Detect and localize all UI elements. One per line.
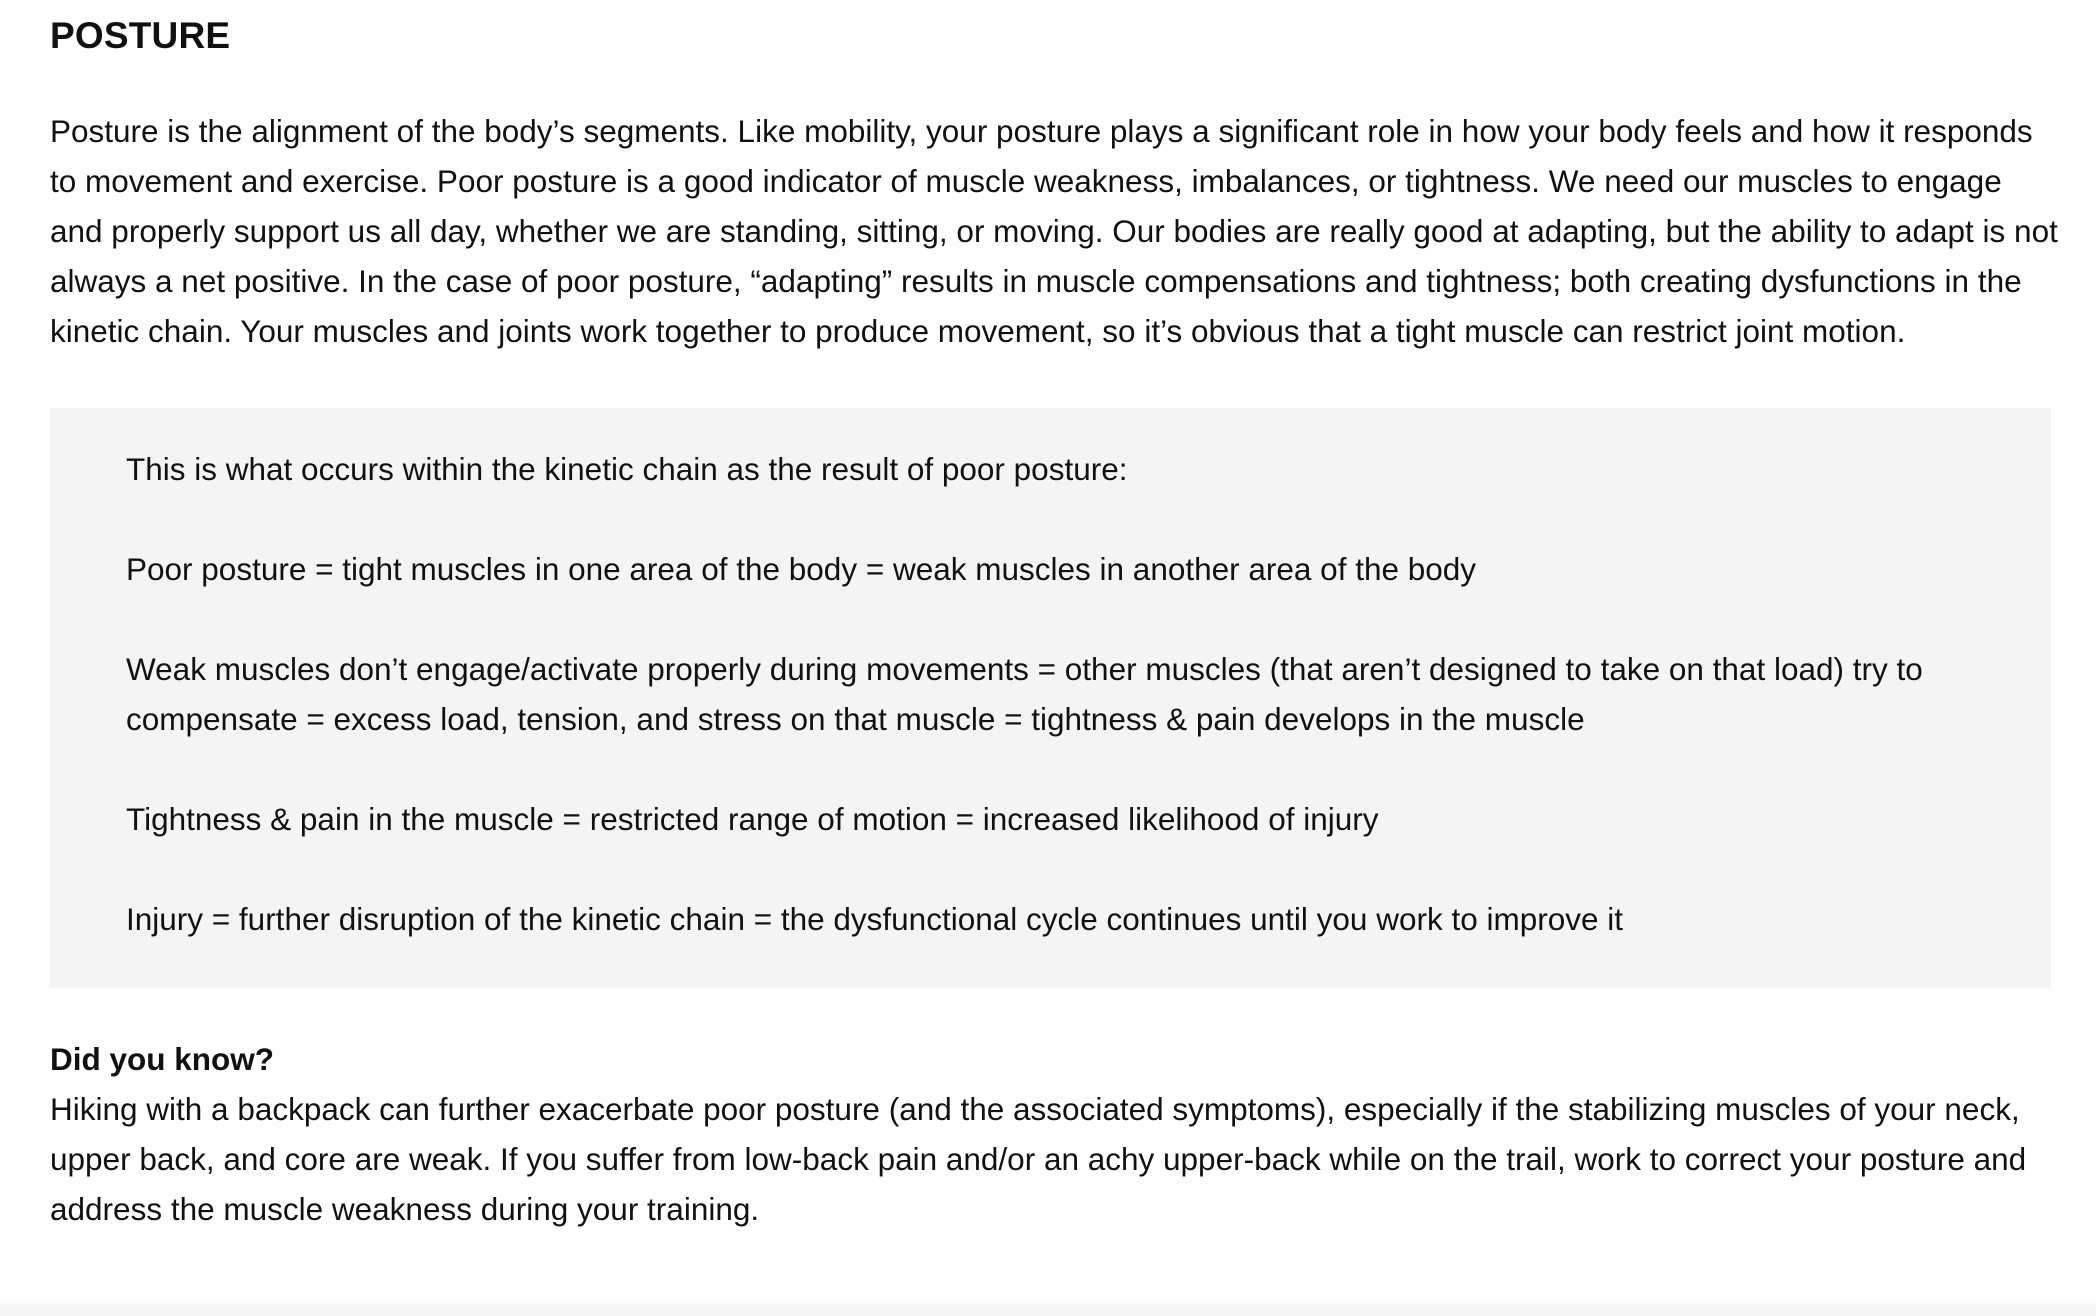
section-title: POSTURE bbox=[50, 15, 231, 56]
did-you-know-heading: Did you know? bbox=[50, 1041, 274, 1077]
intro-paragraph: Posture is the alignment of the body’s segments. Like mobility, your posture plays a significant role in how your body feels and how it responds to movement and exercise. Poor posture is a good indicator of muscle weakness, imbalances, or tightness. We need our muscles to engage and properly support us all day, whether we are standing, sitting, or moving. Our bodies are really good at adapting, but the ability to adapt is not always a net positive. In the case of poor posture, “adapting” results in muscle compensations and tightness; both creating dysfunctions in the kinetic chain. Your muscles and joints work together to produce movement, so it’s obvious that a tight muscle can restrict joint motion. bbox=[50, 113, 2058, 349]
callout-line: This is what occurs within the kinetic chain as the result of poor posture: bbox=[126, 451, 1128, 487]
callout-line: Injury = further disruption of the kinetic chain = the dysfunctional cycle continues until you work to improve it bbox=[126, 901, 1624, 937]
did-you-know-paragraph: Hiking with a backpack can further exacerbate poor posture (and the associated symptoms), especially if the stabilizing muscles of your neck, upper back, and core are weak. If you suffer from low-back pain and/or an achy upper-back while on the trail, work to correct your posture and address the muscle weakness during your training. bbox=[50, 1091, 2027, 1227]
bottom-edge-shadow bbox=[0, 1296, 2096, 1316]
callout-line: Poor posture = tight muscles in one area of the body = weak muscles in another area of the body bbox=[126, 551, 1477, 587]
callout-line: Tightness & pain in the muscle = restricted range of motion = increased likelihood of injury bbox=[126, 801, 1379, 837]
kinetic-chain-callout bbox=[50, 408, 2051, 988]
callout-line: Weak muscles don’t engage/activate properly during movements = other muscles (that aren’t designed to take on that load) try to compensate = excess load, tension, and stress on that muscle = tightness & pain develops in the muscle bbox=[126, 651, 1923, 737]
